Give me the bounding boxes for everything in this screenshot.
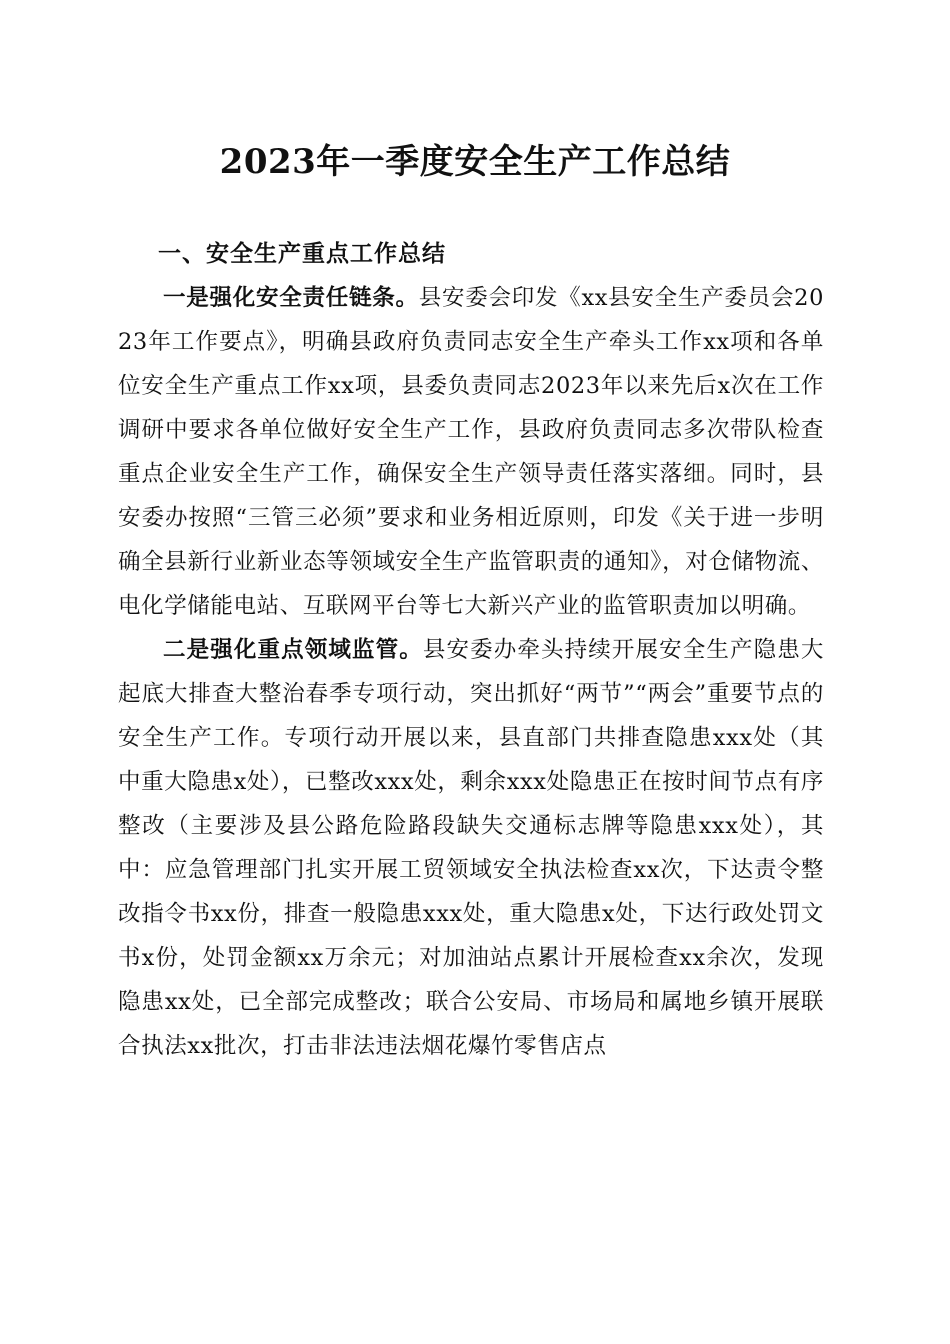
section-heading: 一、安全生产重点工作总结 xyxy=(158,241,446,267)
document-body xyxy=(118,232,824,1068)
paragraph-text: 县安委会印发《xx县安全生产委员会2023年工作要点》，明确县政府负责同志安全生产牵头工作xx项和各单位安全生产重点工作xx项，县委负责同志2023年以来先后x次在工作调研中要求各单位做好安全生产工作，县政府负责同志多次带队检查重点企业安全生产工作，确保安全生产领导责任落实落细。同时，县安委办按照“三管三必须”要求和业务相近原则，印发《关于进一步明确全县新行业新业态等领域安全生产监管职责的通知》，对仓储物流、电化学储能电站、互联网平台等七大新兴产业的监管职责加以明确。 xyxy=(118,285,824,619)
paragraph-lead: 二是强化重点领域监管。 xyxy=(163,637,423,663)
paragraph-responsibility xyxy=(118,276,824,628)
paragraph-text: 县安委办牵头持续开展安全生产隐患大起底大排查大整治春季专项行动，突出抓好“两节”“两会”重要节点的安全生产工作。专项行动开展以来，县直部门共排查隐患xxx处（其中重大隐患x处），已整改xxx处，剩余xxx处隐患正在按时间节点有序整改（主要涉及县公路危险路段缺失交通标志牌等隐患xxx处），其中：应急管理部门扎实开展工贸领域安全执法检查xx次，下达责令整改指令书xx份，排查一般隐患xxx处，重大隐患x处，下达行政处罚文书x份，处罚金额xx万余元；对加油站点累计开展检查xx余次，发现隐患xx处，已全部完成整改；联合公安局、市场局和属地乡镇开展联合执法xx批次，打击非法违法烟花爆竹零售店点 xyxy=(118,637,824,1059)
paragraph-lead: 一是强化安全责任链条。 xyxy=(163,285,419,311)
paragraph-supervision xyxy=(118,628,824,1068)
document-title: 2023年一季度安全生产工作总结 xyxy=(219,142,731,182)
